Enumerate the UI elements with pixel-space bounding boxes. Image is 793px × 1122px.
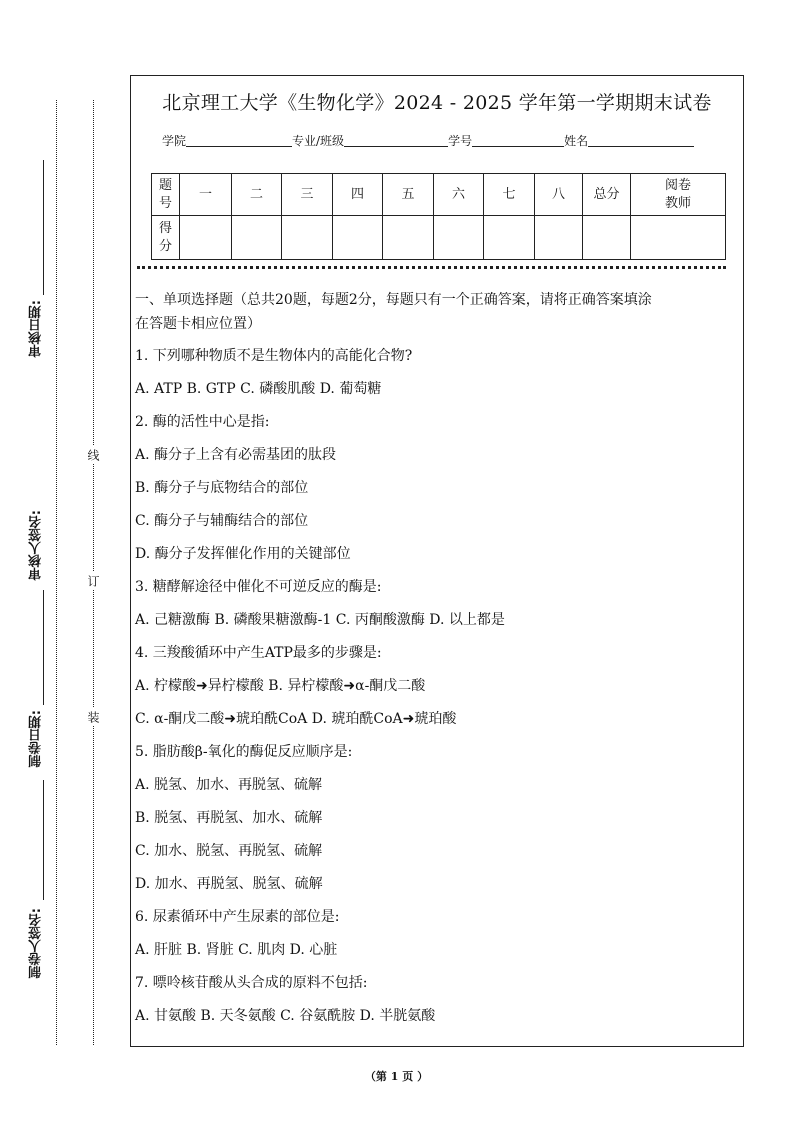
question-line: 2. 酶的活性中心是指: xyxy=(135,414,270,430)
score-header-cell: 七 xyxy=(484,174,535,216)
score-cell[interactable] xyxy=(535,216,583,260)
reviewer-signature-label: 审核人签名: xyxy=(29,510,44,581)
review-date-blank xyxy=(43,160,44,295)
score-cell[interactable] xyxy=(180,216,232,260)
cut-line-char-zhuang: 装 xyxy=(87,708,99,726)
question-line: D. 加水、再脱氢、脱氢、硫解 xyxy=(135,876,323,892)
question-line: D. 酶分子发挥催化作用的关键部位 xyxy=(135,546,351,562)
student-info-row xyxy=(162,132,694,149)
question-line: 6. 尿素循环中产生尿素的部位是: xyxy=(135,909,340,925)
score-cell[interactable] xyxy=(434,216,484,260)
section-heading: 一、单项选择题（总共20题，每题2分，每题只有一个正确答案，请将正确答案填涂 xyxy=(135,292,652,308)
score-header-cell: 八 xyxy=(535,174,583,216)
page-number: （第 1 页 ） xyxy=(364,1070,429,1083)
score-header-cell: 四 xyxy=(333,174,383,216)
score-cell[interactable] xyxy=(232,216,282,260)
score-header-cell: 总分 xyxy=(583,174,631,216)
score-table xyxy=(151,173,726,260)
score-cell[interactable] xyxy=(383,216,434,260)
question-line: C. α-酮戊二酸➜琥珀酰CoA D. 琥珀酰CoA➜琥珀酸 xyxy=(135,711,457,727)
compile-date-blank xyxy=(43,780,44,900)
question-line: A. ATP B. GTP C. 磷酸肌酸 D. 葡萄糖 xyxy=(135,381,382,397)
cut-line-char-xian: 线 xyxy=(87,446,99,464)
exam-title: 北京理工大学《生物化学》2024 - 2025 学年第一学期期末试卷 xyxy=(162,92,712,114)
college-label: 学院 xyxy=(162,134,187,148)
score-header-cell: 五 xyxy=(383,174,434,216)
compile-date-label: 制卷日期: xyxy=(29,710,44,768)
question-line: A. 酶分子上含有必需基团的肽段 xyxy=(135,447,337,463)
cut-line-char-ding: 订 xyxy=(87,572,99,590)
score-header-cell: 二 xyxy=(232,174,282,216)
name-label: 姓名 xyxy=(564,134,589,148)
score-row-label: 得 分 xyxy=(152,216,180,260)
student-id-blank[interactable] xyxy=(472,133,564,147)
score-header-cell: 一 xyxy=(180,174,232,216)
question-line: B. 脱氢、再脱氢、加水、硫解 xyxy=(135,810,323,826)
major-class-blank[interactable] xyxy=(344,133,448,147)
compiler-signature-label: 制卷人签名: xyxy=(29,908,44,979)
score-cell[interactable] xyxy=(484,216,535,260)
question-line: 1. 下列哪种物质不是生物体内的高能化合物? xyxy=(135,348,413,364)
score-cell[interactable] xyxy=(631,216,726,260)
dotted-separator xyxy=(137,266,726,269)
score-header-cell: 六 xyxy=(434,174,484,216)
question-line: B. 酶分子与底物结合的部位 xyxy=(135,480,309,496)
name-blank[interactable] xyxy=(588,133,694,147)
college-blank[interactable] xyxy=(186,133,292,147)
question-line: A. 肝脏 B. 肾脏 C. 肌肉 D. 心脏 xyxy=(135,942,338,958)
question-line: A. 甘氨酸 B. 天冬氨酸 C. 谷氨酰胺 D. 半胱氨酸 xyxy=(135,1008,436,1024)
student-id-label: 学号 xyxy=(448,134,473,148)
score-header-cell: 三 xyxy=(282,174,333,216)
reviewer-signature-blank xyxy=(43,590,44,705)
question-line: 7. 嘌呤核苷酸从头合成的原料不包括: xyxy=(135,975,368,991)
score-header-cell: 题 号 xyxy=(152,174,180,216)
score-cell[interactable] xyxy=(333,216,383,260)
question-line: C. 酶分子与辅酶结合的部位 xyxy=(135,513,309,529)
question-line: A. 柠檬酸➜异柠檬酸 B. 异柠檬酸➜α-酮戊二酸 xyxy=(135,678,426,694)
question-line: 4. 三羧酸循环中产生ATP最多的步骤是: xyxy=(135,645,382,661)
score-header-cell: 阅卷 教师 xyxy=(631,174,726,216)
question-line: A. 脱氢、加水、再脱氢、硫解 xyxy=(135,777,323,793)
score-cell[interactable] xyxy=(583,216,631,260)
question-line: A. 己糖激酶 B. 磷酸果糖激酶-1 C. 丙酮酸激酶 D. 以上都是 xyxy=(135,612,505,628)
major-class-label: 专业/班级 xyxy=(292,134,345,148)
binding-dotted-line-left xyxy=(56,100,57,1045)
score-cell[interactable] xyxy=(282,216,333,260)
question-line: 5. 脂肪酸β-氧化的酶促反应顺序是: xyxy=(135,744,353,760)
review-date-label: 审核日期: xyxy=(29,300,44,358)
question-line: 3. 糖酵解途径中催化不可逆反应的酶是: xyxy=(135,579,382,595)
question-line: C. 加水、脱氢、再脱氢、硫解 xyxy=(135,843,323,859)
section-heading: 在答题卡相应位置） xyxy=(135,316,261,332)
